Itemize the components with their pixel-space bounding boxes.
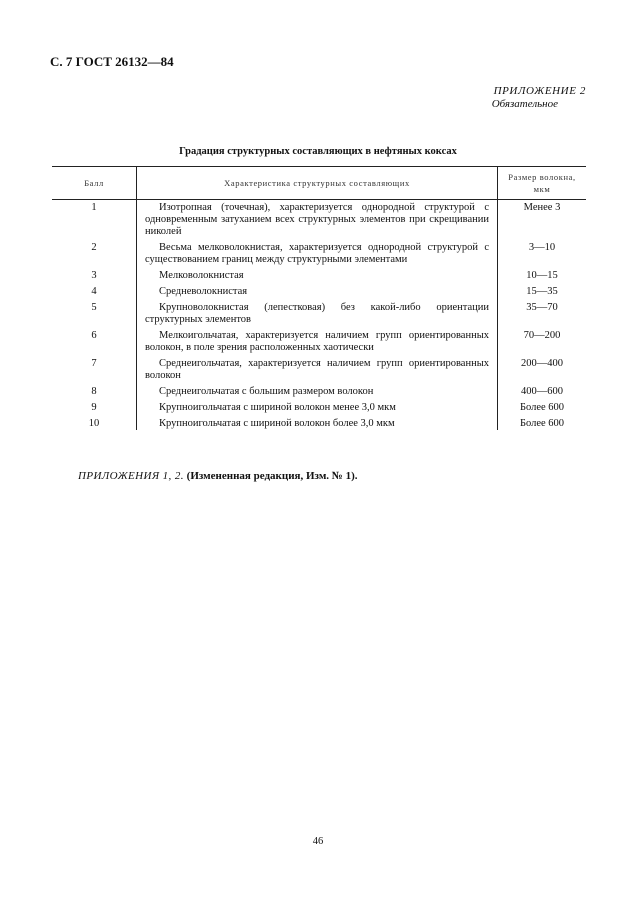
row-fiber-size: 70—200: [498, 326, 587, 354]
row-fiber-size: 3—10: [498, 238, 587, 266]
table-row: [52, 354, 586, 382]
row-score: 4: [91, 286, 97, 297]
row-description: Весьма мелковолокнистая, характеризуется однородной структурой с существованием границ между структурными элементами: [137, 238, 498, 266]
table-row: [52, 398, 586, 414]
appendix-label-block: [492, 85, 586, 111]
row-fiber-size: Более 600: [498, 398, 587, 414]
row-score: 9: [91, 402, 97, 413]
table-row: [52, 266, 586, 282]
row-description: Средневолокнистая: [137, 282, 498, 298]
row-score: 8: [91, 386, 97, 397]
row-score: 3: [91, 270, 97, 281]
row-fiber-size: 200—400: [498, 354, 587, 382]
table-row: [52, 326, 586, 354]
row-score: 2: [91, 242, 97, 253]
table-header-row: [52, 167, 586, 200]
row-fiber-size: Менее 3: [498, 200, 587, 239]
row-description: Мелкоигольчатая, характеризуется наличием групп ориентированных волокон, в поле зрения расположенных хаотически: [137, 326, 498, 354]
row-score: 5: [91, 302, 97, 313]
row-description: Крупноигольчатая с шириной волокон более 3,0 мкм: [137, 414, 498, 430]
row-score: 10: [88, 418, 100, 429]
row-description: Крупноволокнистая (лепестковая) без какой-либо ориентации структурных элементов: [137, 298, 498, 326]
document-header: С. 7 ГОСТ 26132—84: [50, 54, 174, 69]
page-number: 46: [312, 836, 324, 847]
table-row: [52, 414, 586, 430]
row-description: Среднеигольчатая с большим размером волокон: [137, 382, 498, 398]
row-fiber-size: 15—35: [498, 282, 587, 298]
row-score: 7: [91, 358, 97, 369]
table-row: [52, 200, 586, 239]
row-description: Среднеигольчатая, характеризуется наличием групп ориентированных волокон: [137, 354, 498, 382]
appendix-status: Обязательное: [491, 98, 558, 110]
row-fiber-size: 10—15: [498, 266, 587, 282]
row-score: 1: [91, 202, 97, 213]
row-description: Мелковолокнистая: [137, 266, 498, 282]
appendix-label: ПРИЛОЖЕНИЕ 2: [493, 85, 586, 97]
table-row: [52, 238, 586, 266]
row-fiber-size: Более 600: [498, 414, 587, 430]
table-row: [52, 282, 586, 298]
table-row: [52, 298, 586, 326]
row-description: Изотропная (точечная), характеризуется однородной структурой с одновременным затуханием всех структурных элементов при скрещивании николей: [137, 200, 498, 239]
row-fiber-size: 35—70: [498, 298, 587, 326]
amendment-note: [78, 470, 358, 482]
row-description: Крупноигольчатая с шириной волокон менее 3,0 мкм: [137, 398, 498, 414]
amendment-note-appendices: ПРИЛОЖЕНИЯ 1, 2.: [78, 470, 184, 482]
table-title: Градация структурных составляющих в нефтяных коксах: [179, 146, 457, 157]
header-characteristic: Характеристика структурных составляющих: [137, 167, 498, 200]
structure-grades-table: [52, 166, 586, 430]
header-fiber-size: Размер волокна, мкм: [498, 167, 587, 200]
row-fiber-size: 400—600: [498, 382, 587, 398]
row-score: 6: [91, 330, 97, 341]
table-row: [52, 382, 586, 398]
amendment-note-revision: (Измененная редакция, Изм. № 1).: [186, 470, 358, 482]
header-score: Балл: [52, 167, 137, 200]
